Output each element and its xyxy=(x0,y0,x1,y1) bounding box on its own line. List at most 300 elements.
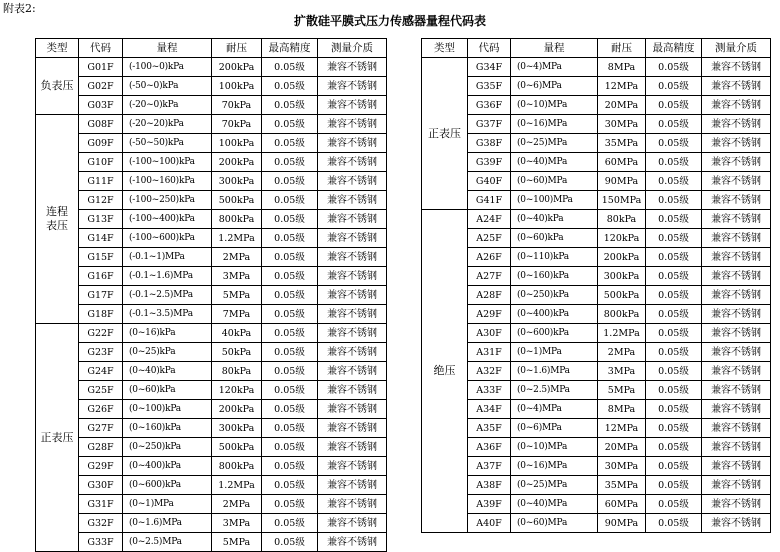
header-medium: 测量介质 xyxy=(318,39,387,58)
range-cell: (0~40)kPa xyxy=(123,362,212,381)
table-row xyxy=(422,153,771,172)
range-cell: (0~16)kPa xyxy=(123,324,212,343)
table-row xyxy=(36,286,387,305)
medium-cell: 兼容不锈钢 xyxy=(318,58,387,77)
table-row xyxy=(36,153,387,172)
code-cell: G26F xyxy=(79,400,123,419)
overload-cell: 200kPa xyxy=(212,153,262,172)
accuracy-cell: 0.05级 xyxy=(262,210,318,229)
accuracy-cell: 0.05级 xyxy=(262,514,318,533)
accuracy-cell: 0.05级 xyxy=(646,267,702,286)
range-cell: (-0.1~1)MPa xyxy=(123,248,212,267)
accuracy-cell: 0.05级 xyxy=(262,438,318,457)
overload-cell: 12MPa xyxy=(598,77,646,96)
code-cell: G02F xyxy=(79,77,123,96)
medium-cell: 兼容不锈钢 xyxy=(318,343,387,362)
overload-cell: 70kPa xyxy=(212,96,262,115)
code-cell: A24F xyxy=(468,210,511,229)
code-cell: A37F xyxy=(468,457,511,476)
range-cell: (0~10)MPa xyxy=(511,96,598,115)
accuracy-cell: 0.05级 xyxy=(646,305,702,324)
medium-cell: 兼容不锈钢 xyxy=(318,495,387,514)
code-cell: G38F xyxy=(468,134,511,153)
accuracy-cell: 0.05级 xyxy=(646,514,702,533)
table-row xyxy=(422,419,771,438)
range-cell: (0~25)kPa xyxy=(123,343,212,362)
table-row xyxy=(422,248,771,267)
accuracy-cell: 0.05级 xyxy=(646,115,702,134)
table-row xyxy=(36,115,387,134)
medium-cell: 兼容不锈钢 xyxy=(702,153,771,172)
table-row xyxy=(422,115,771,134)
table-row xyxy=(422,172,771,191)
accuracy-cell: 0.05级 xyxy=(646,324,702,343)
overload-cell: 40kPa xyxy=(212,324,262,343)
accuracy-cell: 0.05级 xyxy=(646,77,702,96)
code-cell: A30F xyxy=(468,324,511,343)
table-row xyxy=(36,514,387,533)
medium-cell: 兼容不锈钢 xyxy=(702,286,771,305)
table-row xyxy=(422,305,771,324)
range-cell: (0~6)MPa xyxy=(511,419,598,438)
range-cell: (-20~0)kPa xyxy=(123,96,212,115)
code-cell: G31F xyxy=(79,495,123,514)
table-row xyxy=(422,324,771,343)
code-cell: G36F xyxy=(468,96,511,115)
accuracy-cell: 0.05级 xyxy=(646,248,702,267)
overload-cell: 120kPa xyxy=(212,381,262,400)
medium-cell: 兼容不锈钢 xyxy=(702,457,771,476)
table-row xyxy=(422,457,771,476)
medium-cell: 兼容不锈钢 xyxy=(318,153,387,172)
medium-cell: 兼容不锈钢 xyxy=(702,362,771,381)
overload-cell: 20MPa xyxy=(598,438,646,457)
table-row xyxy=(422,286,771,305)
accuracy-cell: 0.05级 xyxy=(262,58,318,77)
range-cell: (0~600)kPa xyxy=(511,324,598,343)
overload-cell: 5MPa xyxy=(212,286,262,305)
code-cell: A31F xyxy=(468,343,511,362)
table-body xyxy=(36,58,387,552)
overload-cell: 80kPa xyxy=(212,362,262,381)
medium-cell: 兼容不锈钢 xyxy=(702,324,771,343)
code-cell: A26F xyxy=(468,248,511,267)
overload-cell: 2MPa xyxy=(598,343,646,362)
table-row xyxy=(36,400,387,419)
range-cell: (-20~20)kPa xyxy=(123,115,212,134)
range-cell: (0~6)MPa xyxy=(511,77,598,96)
overload-cell: 8MPa xyxy=(598,400,646,419)
table-row xyxy=(36,267,387,286)
overload-cell: 30MPa xyxy=(598,115,646,134)
range-cell: (-100~160)kPa xyxy=(123,172,212,191)
overload-cell: 800kPa xyxy=(212,210,262,229)
overload-cell: 150MPa xyxy=(598,191,646,210)
accuracy-cell: 0.05级 xyxy=(646,381,702,400)
table-row xyxy=(36,438,387,457)
range-cell: (0~60)kPa xyxy=(511,229,598,248)
table-row xyxy=(36,134,387,153)
header-range: 量程 xyxy=(511,39,598,58)
accuracy-cell: 0.05级 xyxy=(262,115,318,134)
table-row xyxy=(36,362,387,381)
medium-cell: 兼容不锈钢 xyxy=(702,419,771,438)
table-row xyxy=(36,305,387,324)
header-code: 代码 xyxy=(79,39,123,58)
range-cell: (-0.1~2.5)MPa xyxy=(123,286,212,305)
table-row xyxy=(422,476,771,495)
medium-cell: 兼容不锈钢 xyxy=(702,172,771,191)
range-cell: (0~40)MPa xyxy=(511,153,598,172)
range-cell: (0~16)MPa xyxy=(511,457,598,476)
accuracy-cell: 0.05级 xyxy=(262,457,318,476)
table-row xyxy=(36,324,387,343)
accuracy-cell: 0.05级 xyxy=(646,58,702,77)
overload-cell: 1.2MPa xyxy=(598,324,646,343)
table-body xyxy=(422,58,771,533)
header-overload: 耐压 xyxy=(598,39,646,58)
overload-cell: 60MPa xyxy=(598,153,646,172)
accuracy-cell: 0.05级 xyxy=(646,343,702,362)
table-header-row xyxy=(422,39,771,58)
code-cell: G23F xyxy=(79,343,123,362)
medium-cell: 兼容不锈钢 xyxy=(318,172,387,191)
code-cell: A36F xyxy=(468,438,511,457)
overload-cell: 1.2MPa xyxy=(212,476,262,495)
accuracy-cell: 0.05级 xyxy=(262,267,318,286)
overload-cell: 5MPa xyxy=(598,381,646,400)
table-row xyxy=(422,77,771,96)
code-cell: G33F xyxy=(79,533,123,552)
range-cell: (-100~600)kPa xyxy=(123,229,212,248)
table-row xyxy=(36,191,387,210)
medium-cell: 兼容不锈钢 xyxy=(702,305,771,324)
overload-cell: 1.2MPa xyxy=(212,229,262,248)
table-row xyxy=(36,248,387,267)
overload-cell: 120kPa xyxy=(598,229,646,248)
medium-cell: 兼容不锈钢 xyxy=(318,419,387,438)
medium-cell: 兼容不锈钢 xyxy=(702,495,771,514)
range-cell: (-0.1~1.6)MPa xyxy=(123,267,212,286)
code-cell: A25F xyxy=(468,229,511,248)
overload-cell: 90MPa xyxy=(598,514,646,533)
code-cell: A39F xyxy=(468,495,511,514)
accuracy-cell: 0.05级 xyxy=(262,305,318,324)
medium-cell: 兼容不锈钢 xyxy=(318,286,387,305)
overload-cell: 2MPa xyxy=(212,495,262,514)
code-cell: G28F xyxy=(79,438,123,457)
range-cell: (0~4)MPa xyxy=(511,58,598,77)
code-cell: G10F xyxy=(79,153,123,172)
code-cell: G13F xyxy=(79,210,123,229)
medium-cell: 兼容不锈钢 xyxy=(318,229,387,248)
range-cell: (0~1.6)MPa xyxy=(123,514,212,533)
table-header-row xyxy=(36,39,387,58)
table-row xyxy=(36,419,387,438)
code-cell: G25F xyxy=(79,381,123,400)
overload-cell: 35MPa xyxy=(598,134,646,153)
overload-cell: 800kPa xyxy=(598,305,646,324)
table-row xyxy=(422,134,771,153)
range-cell: (0~100)kPa xyxy=(123,400,212,419)
range-cell: (0~16)MPa xyxy=(511,115,598,134)
medium-cell: 兼容不锈钢 xyxy=(702,58,771,77)
range-cell: (0~400)kPa xyxy=(511,305,598,324)
accuracy-cell: 0.05级 xyxy=(646,96,702,115)
medium-cell: 兼容不锈钢 xyxy=(702,115,771,134)
overload-cell: 500kPa xyxy=(212,438,262,457)
range-cell: (0~1.6)MPa xyxy=(511,362,598,381)
overload-cell: 500kPa xyxy=(212,191,262,210)
type-cell: 正表压 xyxy=(422,58,468,210)
medium-cell: 兼容不锈钢 xyxy=(318,191,387,210)
accuracy-cell: 0.05级 xyxy=(262,191,318,210)
header-code: 代码 xyxy=(468,39,511,58)
accuracy-cell: 0.05级 xyxy=(262,381,318,400)
header-overload: 耐压 xyxy=(212,39,262,58)
overload-cell: 500kPa xyxy=(598,286,646,305)
table-row xyxy=(36,172,387,191)
code-cell: A38F xyxy=(468,476,511,495)
accuracy-cell: 0.05级 xyxy=(646,438,702,457)
header-accuracy: 最高精度 xyxy=(646,39,702,58)
medium-cell: 兼容不锈钢 xyxy=(318,210,387,229)
code-cell: G34F xyxy=(468,58,511,77)
accuracy-cell: 0.05级 xyxy=(262,476,318,495)
medium-cell: 兼容不锈钢 xyxy=(318,362,387,381)
overload-cell: 300kPa xyxy=(598,267,646,286)
accuracy-cell: 0.05级 xyxy=(262,96,318,115)
range-cell: (0~60)MPa xyxy=(511,172,598,191)
medium-cell: 兼容不锈钢 xyxy=(702,381,771,400)
table-row xyxy=(36,343,387,362)
type-cell: 负表压 xyxy=(36,58,79,115)
range-cell: (0~25)MPa xyxy=(511,476,598,495)
medium-cell: 兼容不锈钢 xyxy=(702,229,771,248)
accuracy-cell: 0.05级 xyxy=(646,476,702,495)
medium-cell: 兼容不锈钢 xyxy=(318,457,387,476)
overload-cell: 20MPa xyxy=(598,96,646,115)
accuracy-cell: 0.05级 xyxy=(262,324,318,343)
accuracy-cell: 0.05级 xyxy=(262,172,318,191)
range-code-table-left xyxy=(35,38,387,552)
table-row xyxy=(422,400,771,419)
code-cell: G11F xyxy=(79,172,123,191)
code-cell: G35F xyxy=(468,77,511,96)
table-row xyxy=(422,58,771,77)
code-cell: G16F xyxy=(79,267,123,286)
medium-cell: 兼容不锈钢 xyxy=(702,134,771,153)
medium-cell: 兼容不锈钢 xyxy=(702,210,771,229)
appendix-note: 附表2: xyxy=(3,2,36,15)
range-cell: (0~250)kPa xyxy=(511,286,598,305)
range-cell: (0~2.5)MPa xyxy=(511,381,598,400)
accuracy-cell: 0.05级 xyxy=(262,419,318,438)
medium-cell: 兼容不锈钢 xyxy=(702,96,771,115)
overload-cell: 3MPa xyxy=(212,514,262,533)
code-cell: G12F xyxy=(79,191,123,210)
accuracy-cell: 0.05级 xyxy=(646,400,702,419)
accuracy-cell: 0.05级 xyxy=(262,248,318,267)
page-title: 扩散硅平膜式压力传感器量程代码表 xyxy=(293,14,486,28)
medium-cell: 兼容不锈钢 xyxy=(702,267,771,286)
overload-cell: 200kPa xyxy=(212,58,262,77)
medium-cell: 兼容不锈钢 xyxy=(318,324,387,343)
range-cell: (0~40)kPa xyxy=(511,210,598,229)
medium-cell: 兼容不锈钢 xyxy=(318,400,387,419)
range-cell: (0~160)kPa xyxy=(123,419,212,438)
type-cell: 绝压 xyxy=(422,210,468,533)
code-cell: G30F xyxy=(79,476,123,495)
table-row xyxy=(422,191,771,210)
table-row xyxy=(36,210,387,229)
table-row xyxy=(422,343,771,362)
accuracy-cell: 0.05级 xyxy=(646,172,702,191)
code-cell: A29F xyxy=(468,305,511,324)
accuracy-cell: 0.05级 xyxy=(646,229,702,248)
range-cell: (-0.1~3.5)MPa xyxy=(123,305,212,324)
code-cell: G41F xyxy=(468,191,511,210)
range-cell: (0~1)MPa xyxy=(511,343,598,362)
range-cell: (-100~100)kPa xyxy=(123,153,212,172)
range-cell: (-50~50)kPa xyxy=(123,134,212,153)
header-type: 类型 xyxy=(422,39,468,58)
overload-cell: 50kPa xyxy=(212,343,262,362)
medium-cell: 兼容不锈钢 xyxy=(318,77,387,96)
accuracy-cell: 0.05级 xyxy=(262,533,318,552)
code-cell: G03F xyxy=(79,96,123,115)
range-cell: (-100~400)kPa xyxy=(123,210,212,229)
overload-cell: 300kPa xyxy=(212,172,262,191)
table-row xyxy=(36,58,387,77)
code-cell: G40F xyxy=(468,172,511,191)
range-cell: (0~40)MPa xyxy=(511,495,598,514)
overload-cell: 80kPa xyxy=(598,210,646,229)
range-cell: (-100~0)kPa xyxy=(123,58,212,77)
table-row xyxy=(36,381,387,400)
header-type: 类型 xyxy=(36,39,79,58)
overload-cell: 200kPa xyxy=(598,248,646,267)
range-cell: (0~1)MPa xyxy=(123,495,212,514)
medium-cell: 兼容不锈钢 xyxy=(318,267,387,286)
code-cell: A28F xyxy=(468,286,511,305)
overload-cell: 35MPa xyxy=(598,476,646,495)
medium-cell: 兼容不锈钢 xyxy=(318,438,387,457)
accuracy-cell: 0.05级 xyxy=(262,343,318,362)
code-cell: G37F xyxy=(468,115,511,134)
overload-cell: 800kPa xyxy=(212,457,262,476)
accuracy-cell: 0.05级 xyxy=(646,210,702,229)
overload-cell: 3MPa xyxy=(212,267,262,286)
overload-cell: 3MPa xyxy=(598,362,646,381)
medium-cell: 兼容不锈钢 xyxy=(318,115,387,134)
range-cell: (0~400)kPa xyxy=(123,457,212,476)
table-row xyxy=(36,77,387,96)
code-cell: G22F xyxy=(79,324,123,343)
medium-cell: 兼容不锈钢 xyxy=(702,343,771,362)
overload-cell: 8MPa xyxy=(598,58,646,77)
accuracy-cell: 0.05级 xyxy=(262,134,318,153)
overload-cell: 60MPa xyxy=(598,495,646,514)
table-row xyxy=(422,438,771,457)
code-cell: G08F xyxy=(79,115,123,134)
range-cell: (0~600)kPa xyxy=(123,476,212,495)
code-cell: G18F xyxy=(79,305,123,324)
table-row xyxy=(36,229,387,248)
overload-cell: 100kPa xyxy=(212,134,262,153)
overload-cell: 300kPa xyxy=(212,419,262,438)
table-row xyxy=(36,495,387,514)
accuracy-cell: 0.05级 xyxy=(646,134,702,153)
table-row xyxy=(36,457,387,476)
medium-cell: 兼容不锈钢 xyxy=(318,248,387,267)
range-cell: (0~60)MPa xyxy=(511,514,598,533)
range-cell: (0~25)MPa xyxy=(511,134,598,153)
code-cell: A27F xyxy=(468,267,511,286)
range-cell: (0~110)kPa xyxy=(511,248,598,267)
code-cell: G32F xyxy=(79,514,123,533)
overload-cell: 70kPa xyxy=(212,115,262,134)
medium-cell: 兼容不锈钢 xyxy=(702,400,771,419)
range-cell: (0~160)kPa xyxy=(511,267,598,286)
accuracy-cell: 0.05级 xyxy=(646,362,702,381)
code-cell: G01F xyxy=(79,58,123,77)
code-cell: A34F xyxy=(468,400,511,419)
overload-cell: 30MPa xyxy=(598,457,646,476)
accuracy-cell: 0.05级 xyxy=(262,400,318,419)
medium-cell: 兼容不锈钢 xyxy=(318,305,387,324)
overload-cell: 200kPa xyxy=(212,400,262,419)
overload-cell: 100kPa xyxy=(212,77,262,96)
overload-cell: 5MPa xyxy=(212,533,262,552)
medium-cell: 兼容不锈钢 xyxy=(318,476,387,495)
code-cell: G24F xyxy=(79,362,123,381)
table-row xyxy=(422,96,771,115)
medium-cell: 兼容不锈钢 xyxy=(318,514,387,533)
medium-cell: 兼容不锈钢 xyxy=(702,438,771,457)
table-row xyxy=(422,362,771,381)
type-cell: 连程 表压 xyxy=(36,115,79,324)
accuracy-cell: 0.05级 xyxy=(262,77,318,96)
code-cell: A40F xyxy=(468,514,511,533)
range-cell: (-50~0)kPa xyxy=(123,77,212,96)
medium-cell: 兼容不锈钢 xyxy=(702,191,771,210)
range-code-table-right xyxy=(421,38,771,533)
code-cell: G09F xyxy=(79,134,123,153)
accuracy-cell: 0.05级 xyxy=(646,495,702,514)
accuracy-cell: 0.05级 xyxy=(262,495,318,514)
overload-cell: 7MPa xyxy=(212,305,262,324)
accuracy-cell: 0.05级 xyxy=(646,191,702,210)
accuracy-cell: 0.05级 xyxy=(262,362,318,381)
medium-cell: 兼容不锈钢 xyxy=(318,96,387,115)
accuracy-cell: 0.05级 xyxy=(646,153,702,172)
code-cell: G14F xyxy=(79,229,123,248)
accuracy-cell: 0.05级 xyxy=(262,153,318,172)
accuracy-cell: 0.05级 xyxy=(262,286,318,305)
table-row xyxy=(422,495,771,514)
table-row xyxy=(422,514,771,533)
medium-cell: 兼容不锈钢 xyxy=(318,134,387,153)
range-cell: (-100~250)kPa xyxy=(123,191,212,210)
header-accuracy: 最高精度 xyxy=(262,39,318,58)
table-row xyxy=(36,476,387,495)
range-cell: (0~2.5)MPa xyxy=(123,533,212,552)
code-cell: A35F xyxy=(468,419,511,438)
header-medium: 测量介质 xyxy=(702,39,771,58)
accuracy-cell: 0.05级 xyxy=(262,229,318,248)
table-row xyxy=(36,96,387,115)
